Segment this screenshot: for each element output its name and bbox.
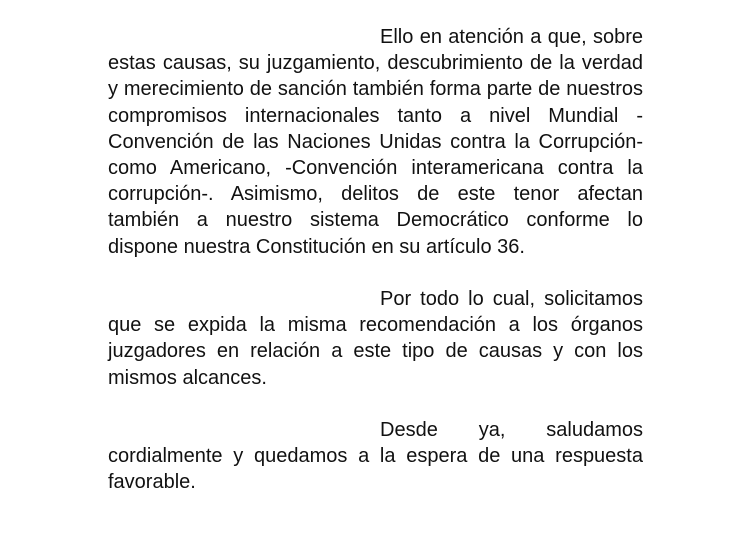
document-body [108, 24, 643, 496]
paragraph-international-commitments: Ello en atención a que, sobre estas causas, su juzgamiento, descubrimiento de la verdad y merecimiento de sanción también forma parte de nuestros compromisos internacionales tanto a nivel Mundial -Convención de las Naciones Unidas contra la Corrupción- como Americano, -Convención interamericana contra la corrupción-. Asimismo, delitos de este tenor afectan también a nuestro sistema Democrático conforme lo dispone nuestra Constitución en su artículo 36. [108, 26, 643, 258]
paragraph-closing: Desde ya, saludamos cordialmente y quedamos a la espera de una respuesta favorable. [108, 419, 643, 494]
paragraph-request: Por todo lo cual, solicitamos que se expida la misma recomendación a los órganos juzgadores en relación a este tipo de causas y con los mismos alcances. [108, 288, 643, 389]
